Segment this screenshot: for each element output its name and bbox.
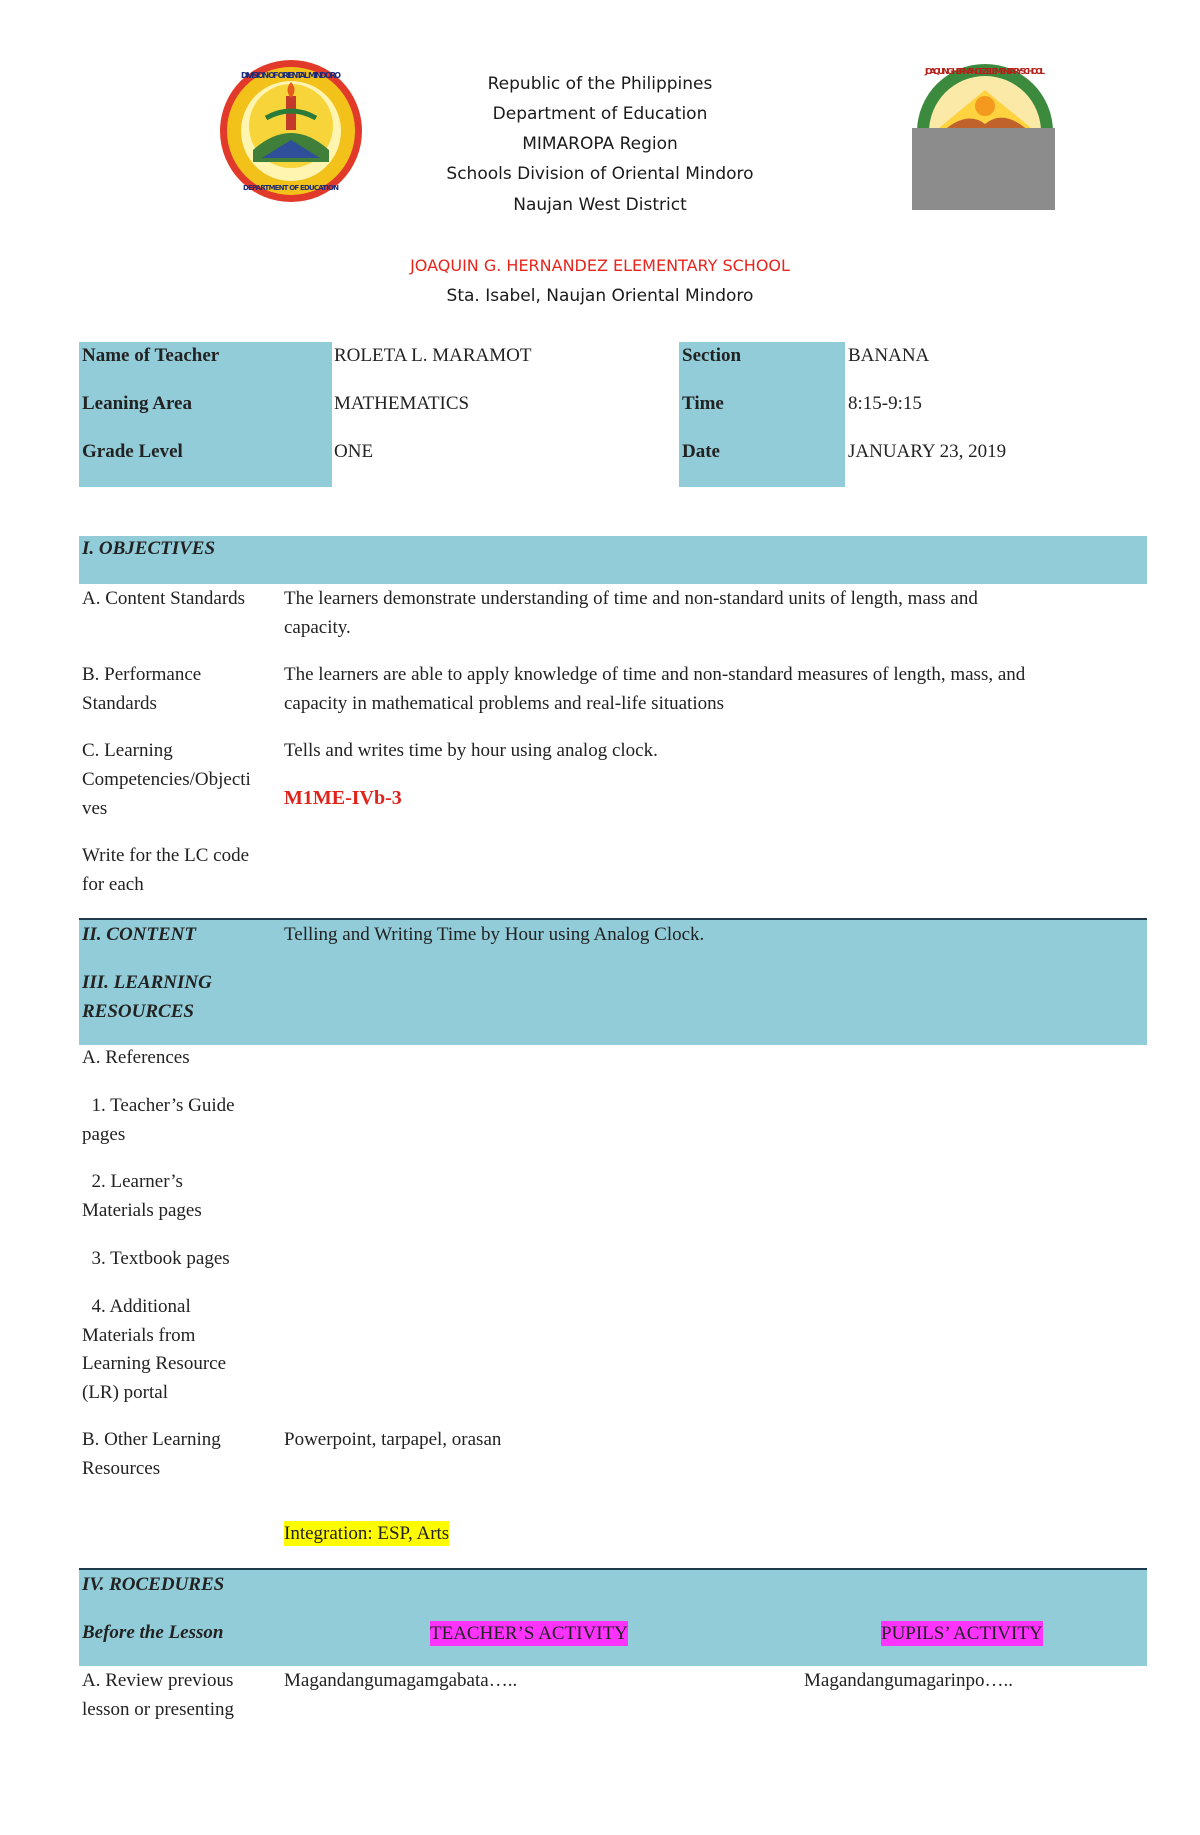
textbook-pages-label: 3. Textbook pages xyxy=(82,1248,230,1269)
performance-standards-label-line2: Standards xyxy=(82,693,157,714)
header-line-district: Naujan West District xyxy=(513,195,687,215)
additional-materials-label-line3: Learning Resource xyxy=(82,1353,227,1374)
teachers-activity-header: TEACHER’S ACTIVITY xyxy=(430,1623,628,1644)
content-standards-text-line1: The learners demonstrate understanding of time and non-standard units of length, mass and xyxy=(284,588,978,609)
division-seal-logo xyxy=(218,58,364,204)
performance-standards-label-line1: B. Performance xyxy=(82,664,202,685)
learners-materials-label-line2: Materials pages xyxy=(82,1200,202,1221)
header-line-republic: Republic of the Philippines xyxy=(487,74,713,94)
lc-code-note-line1: Write for the LC code xyxy=(82,845,250,866)
header-line-region: MIMAROPA Region xyxy=(522,134,678,154)
date-label: Date xyxy=(682,441,720,462)
learning-competencies-label-line1: C. Learning xyxy=(82,740,173,761)
lc-code-note-line2: for each xyxy=(82,874,144,895)
grade-level-label: Grade Level xyxy=(82,441,183,462)
time-label: Time xyxy=(682,393,724,414)
review-label-line1: A. Review previous xyxy=(82,1670,234,1691)
teachers-guide-label-line1: 1. Teacher’s Guide xyxy=(82,1095,235,1116)
learning-competencies-text: Tells and writes time by hour using analog clock. xyxy=(284,740,658,761)
pupils-activity-header: PUPILS’ ACTIVITY xyxy=(881,1623,1043,1644)
learning-area-value: MATHEMATICS xyxy=(334,393,470,414)
teachers-guide-label-line2: pages xyxy=(82,1124,126,1145)
other-resources-label-line2: Resources xyxy=(82,1458,161,1479)
time-value: 8:15-9:15 xyxy=(848,393,922,414)
learning-competencies-label-line2: Competencies/Objecti xyxy=(82,769,251,790)
learning-resources-heading-line1: III. LEARNING xyxy=(82,972,212,993)
section-label: Section xyxy=(682,345,742,366)
content-topic-text: Telling and Writing Time by Hour using Analog Clock. xyxy=(284,924,705,945)
references-label: A. References xyxy=(82,1047,190,1068)
content-heading: II. CONTENT xyxy=(82,924,197,945)
pupils-greeting-text: Magandangumagarinpo….. xyxy=(804,1670,1013,1691)
learning-area-label: Leaning Area xyxy=(82,393,192,414)
learners-materials-label-line1: 2. Learner’s xyxy=(82,1171,183,1192)
additional-materials-label-line2: Materials from xyxy=(82,1325,196,1346)
date-value: JANUARY 23, 2019 xyxy=(848,441,1007,462)
teacher-label: Name of Teacher xyxy=(82,345,220,366)
performance-standards-text-line2: capacity in mathematical problems and real-life situations xyxy=(284,693,725,714)
content-standards-text-line2: capacity. xyxy=(284,617,351,638)
seal-ring-text-bottom: DEPARTMENT OF EDUCATION xyxy=(243,184,339,192)
other-resources-text: Powerpoint, tarpapel, orasan xyxy=(284,1429,502,1450)
objectives-heading-bar xyxy=(79,536,1147,584)
header-line-deped: Department of Education xyxy=(492,104,708,124)
procedures-heading-bar xyxy=(79,1570,1147,1666)
learning-resources-heading-line2: RESOURCES xyxy=(82,1001,194,1022)
other-resources-label-line1: B. Other Learning xyxy=(82,1429,221,1450)
school-logo-placeholder-box xyxy=(912,128,1055,210)
additional-materials-label-line1: 4. Additional xyxy=(82,1296,191,1317)
objectives-heading: I. OBJECTIVES xyxy=(82,538,216,559)
before-the-lesson-label: Before the Lesson xyxy=(82,1622,224,1643)
header-line-division: Schools Division of Oriental Mindoro xyxy=(446,164,754,184)
content-standards-label: A. Content Standards xyxy=(82,588,246,609)
seal-ring-text-top: DIVISION OF ORIENTAL MINDORO xyxy=(241,71,341,80)
review-label-line2: lesson or presenting xyxy=(82,1699,234,1720)
teacher-greeting-text: Magandangumagamgabata….. xyxy=(284,1670,518,1691)
additional-materials-label-line4: (LR) portal xyxy=(82,1382,169,1403)
learning-competency-code: M1ME-IVb-3 xyxy=(284,787,402,809)
integration-note: Integration: ESP, Arts xyxy=(284,1523,450,1544)
procedures-heading: IV. ROCEDURES xyxy=(82,1574,225,1595)
school-name: JOAQUIN G. HERNANDEZ ELEMENTARY SCHOOL xyxy=(410,256,790,275)
grade-level-value: ONE xyxy=(334,441,374,462)
learning-competencies-label-line3: ves xyxy=(82,798,108,819)
teacher-value: ROLETA L. MARAMOT xyxy=(334,345,532,366)
performance-standards-text-line1: The learners are able to apply knowledge of time and non-standard measures of length, mass, and xyxy=(284,664,1026,685)
section-value: BANANA xyxy=(848,345,930,366)
school-address: Sta. Isabel, Naujan Oriental Mindoro xyxy=(446,286,754,306)
school-seal-ring-text: JOAQUIN G. HERNANDEZ ELEMENTARY SCHOOL xyxy=(925,67,1045,76)
